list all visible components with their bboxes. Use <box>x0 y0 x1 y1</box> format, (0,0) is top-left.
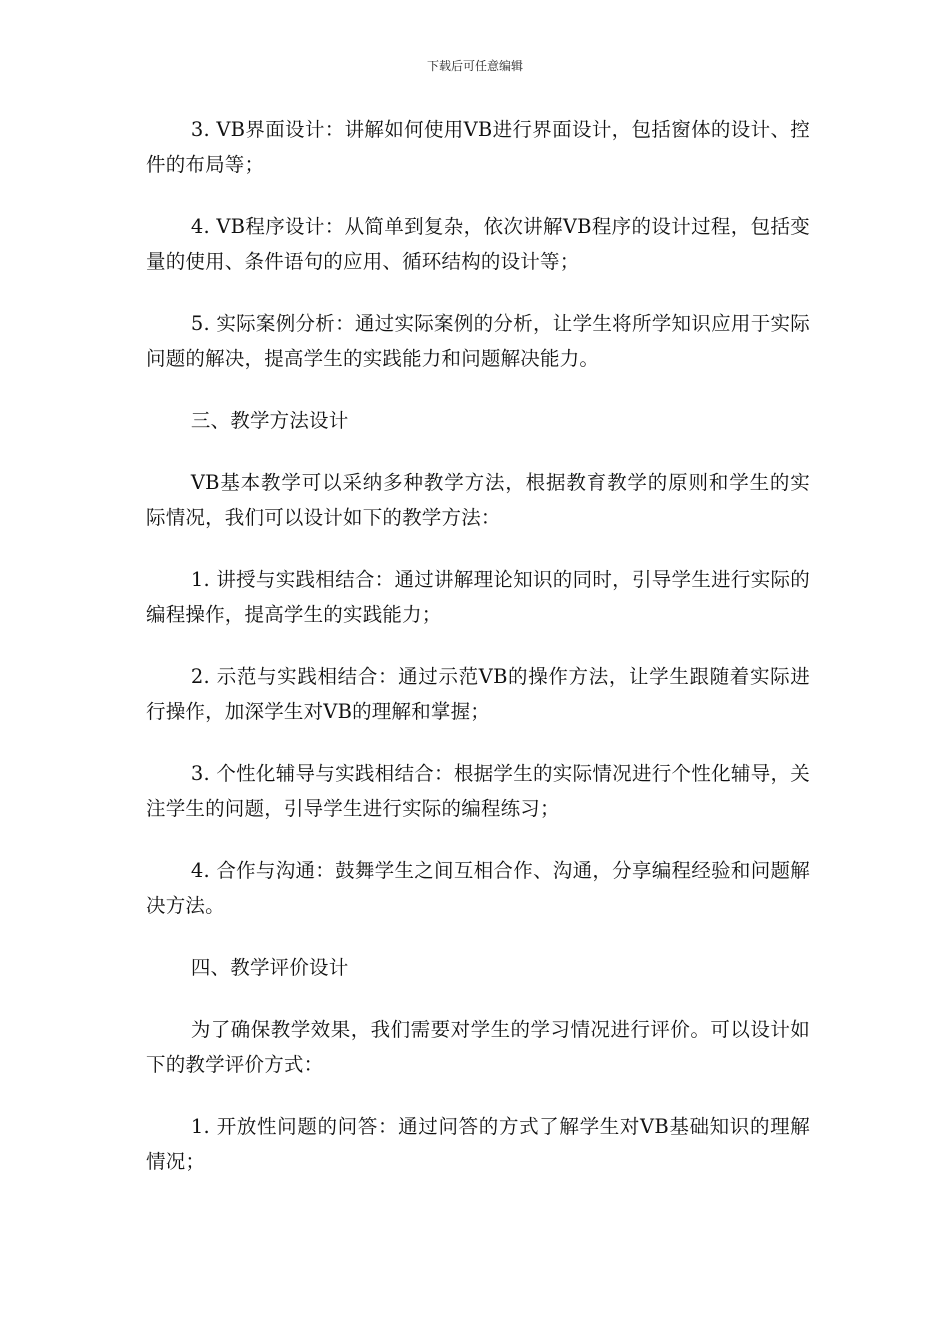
section-heading-evaluation: 四、教学评价设计 <box>190 956 349 979</box>
paragraph-method-demo-practice: 2. 示范与实践相结合：通过示范VB的操作方法，让学生跟随着实际进行操作，加深学生对VB的理解和掌握； <box>146 665 810 723</box>
paragraph-case-analysis: 5. 实际案例分析：通过实际案例的分析，让学生将所学知识应用于实际问题的解决，提高学生的实践能力和问题解决能力。 <box>146 312 810 370</box>
section-heading-teaching-methods: 三、教学方法设计 <box>190 409 349 432</box>
paragraph-interface-design: 3. VB界面设计：讲解如何使用VB进行界面设计，包括窗体的设计、控件的布局等； <box>146 118 810 176</box>
paragraph-method-personalized: 3. 个性化辅导与实践相结合：根据学生的实际情况进行个性化辅导，关注学生的问题，引导学生进行实际的编程练习； <box>146 762 810 820</box>
paragraph-methods-intro: VB基本教学可以采纳多种教学方法，根据教育教学的原则和学生的实际情况，我们可以设计如下的教学方法： <box>146 471 810 529</box>
paragraph-method-cooperation: 4. 合作与沟通：鼓舞学生之间互相合作、沟通，分享编程经验和问题解决方法。 <box>146 859 810 917</box>
page-header-note: 下载后可任意编辑 <box>426 59 523 73</box>
paragraph-evaluation-intro: 为了确保教学效果，我们需要对学生的学习情况进行评价。可以设计如下的教学评价方式： <box>146 1018 810 1076</box>
paragraph-program-design: 4. VB程序设计：从简单到复杂，依次讲解VB程序的设计过程，包括变量的使用、条件语句的应用、循环结构的设计等； <box>146 215 810 273</box>
document-body <box>146 112 810 1206</box>
paragraph-evaluation-qa: 1. 开放性问题的问答：通过问答的方式了解学生对VB基础知识的理解情况； <box>146 1115 810 1173</box>
paragraph-method-lecture-practice: 1. 讲授与实践相结合：通过讲解理论知识的同时，引导学生进行实际的编程操作，提高学生的实践能力； <box>146 568 810 626</box>
